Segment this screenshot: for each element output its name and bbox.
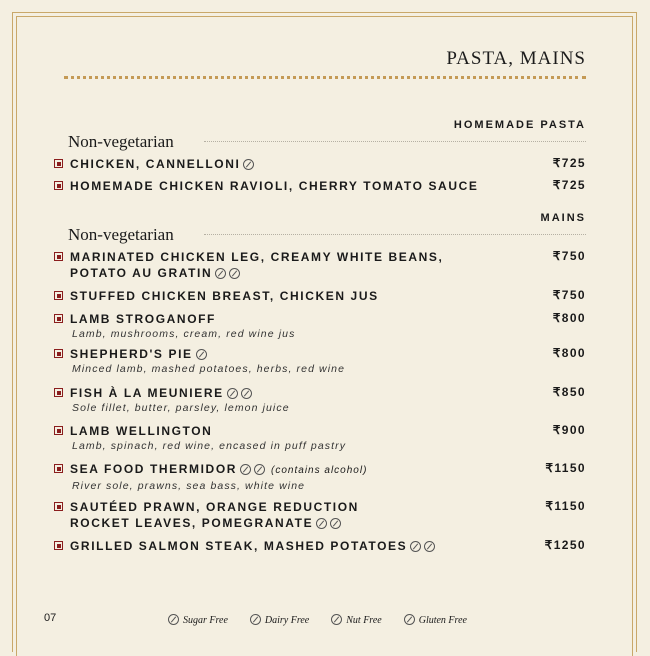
gluten-free-icon — [229, 268, 240, 279]
sugar-free-icon — [168, 614, 179, 625]
title-divider — [64, 76, 586, 79]
bullet-icon — [54, 314, 63, 323]
bullet-icon — [54, 181, 63, 190]
menu-item-name: STUFFED CHICKEN BREAST, CHICKEN JUS — [70, 289, 379, 303]
menu-item-price: ₹1250 — [544, 538, 586, 552]
section-mains — [68, 212, 586, 245]
menu-item-price: ₹750 — [552, 249, 586, 263]
menu-item-name: SAUTÉED PRAWN, ORANGE REDUCTION ROCKET LEAVES, POMEGRANATE — [70, 500, 359, 530]
menu-item — [54, 423, 586, 454]
menu-item-price: ₹800 — [552, 311, 586, 325]
page-number: 07 — [44, 612, 57, 624]
menu-item-price: ₹1150 — [545, 499, 586, 513]
bullet-icon — [54, 426, 63, 435]
nut-free-icon — [331, 614, 342, 625]
nut-free-icon — [410, 541, 421, 552]
menu-item-name: LAMB WELLINGTON — [70, 424, 213, 438]
legend-item: Nut Free — [331, 614, 381, 626]
bullet-icon — [54, 291, 63, 300]
menu-item-price: ₹725 — [552, 156, 586, 170]
menu-item-name: SEA FOOD THERMIDOR (contains alcohol) — [70, 462, 368, 476]
dietary-legend — [168, 614, 467, 626]
dotted-leader — [204, 234, 586, 235]
legend-item: Dairy Free — [250, 614, 309, 626]
bullet-icon — [54, 252, 63, 261]
menu-item — [54, 249, 586, 281]
menu-item-name: MARINATED CHICKEN LEG, CREAMY WHITE BEANS, POTATO AU GRATIN — [70, 250, 444, 280]
menu-item-note: (contains alcohol) — [271, 465, 368, 476]
menu-item-name: CHICKEN, CANNELLONI — [70, 156, 586, 172]
menu-item-price: ₹750 — [552, 288, 586, 302]
menu-item-name: SHEPHERD'S PIE — [70, 346, 586, 362]
menu-item-name: GRILLED SALMON STEAK, MASHED POTATOES — [70, 538, 586, 554]
menu-item-price: ₹1150 — [545, 461, 586, 475]
gluten-free-icon — [330, 518, 341, 529]
sugar-free-icon — [243, 159, 254, 170]
bullet-icon — [54, 349, 63, 358]
menu-item-price: ₹900 — [552, 423, 586, 437]
bullet-icon — [54, 541, 63, 550]
gluten-free-icon — [424, 541, 435, 552]
menu-item — [54, 346, 586, 377]
bullet-icon — [54, 464, 63, 473]
nut-free-icon — [215, 268, 226, 279]
section-category-label: HOMEMADE PASTA — [453, 119, 586, 131]
gluten-free-icon — [241, 388, 252, 399]
menu-item — [54, 499, 586, 531]
menu-item — [54, 461, 586, 494]
bullet-icon — [54, 502, 63, 511]
menu-item-description: Lamb, spinach, red wine, encased in puff pastry — [72, 440, 347, 452]
menu-item — [54, 178, 586, 194]
sugar-free-icon — [227, 388, 238, 399]
section-category-label: MAINS — [540, 212, 586, 224]
dairy-free-icon — [250, 614, 261, 625]
section-group-label: Non-vegetarian — [68, 132, 182, 152]
sugar-free-icon — [196, 349, 207, 360]
page-title: PASTA, MAINS — [446, 48, 586, 69]
menu-item — [54, 538, 586, 554]
legend-item: Gluten Free — [404, 614, 467, 626]
bullet-icon — [54, 159, 63, 168]
menu-item-name: HOMEMADE CHICKEN RAVIOLI, CHERRY TOMATO SAUCE — [70, 179, 479, 193]
menu-item-description: Minced lamb, mashed potatoes, herbs, red wine — [72, 363, 346, 375]
section-homemade-pasta — [68, 119, 586, 152]
sugar-free-icon — [316, 518, 327, 529]
menu-item-description: River sole, prawns, sea bass, white wine — [72, 480, 306, 492]
gluten-free-icon — [404, 614, 415, 625]
menu-item-description: Lamb, mushrooms, cream, red wine jus — [72, 328, 296, 340]
menu-item-price: ₹850 — [552, 385, 586, 399]
menu-item — [54, 311, 586, 342]
section-group-label: Non-vegetarian — [68, 225, 182, 245]
menu-item-price: ₹800 — [552, 346, 586, 360]
gluten-free-icon — [254, 464, 265, 475]
dotted-leader — [204, 141, 586, 142]
bullet-icon — [54, 388, 63, 397]
menu-item-price: ₹725 — [552, 178, 586, 192]
menu-item-name: LAMB STROGANOFF — [70, 312, 216, 326]
sugar-free-icon — [240, 464, 251, 475]
menu-item — [54, 288, 586, 304]
menu-item-description: Sole fillet, butter, parsley, lemon juice — [72, 402, 290, 414]
menu-item — [54, 385, 586, 416]
menu-item — [54, 156, 586, 172]
legend-item: Sugar Free — [168, 614, 228, 626]
menu-item-name: FISH À LA MEUNIERE — [70, 385, 586, 401]
